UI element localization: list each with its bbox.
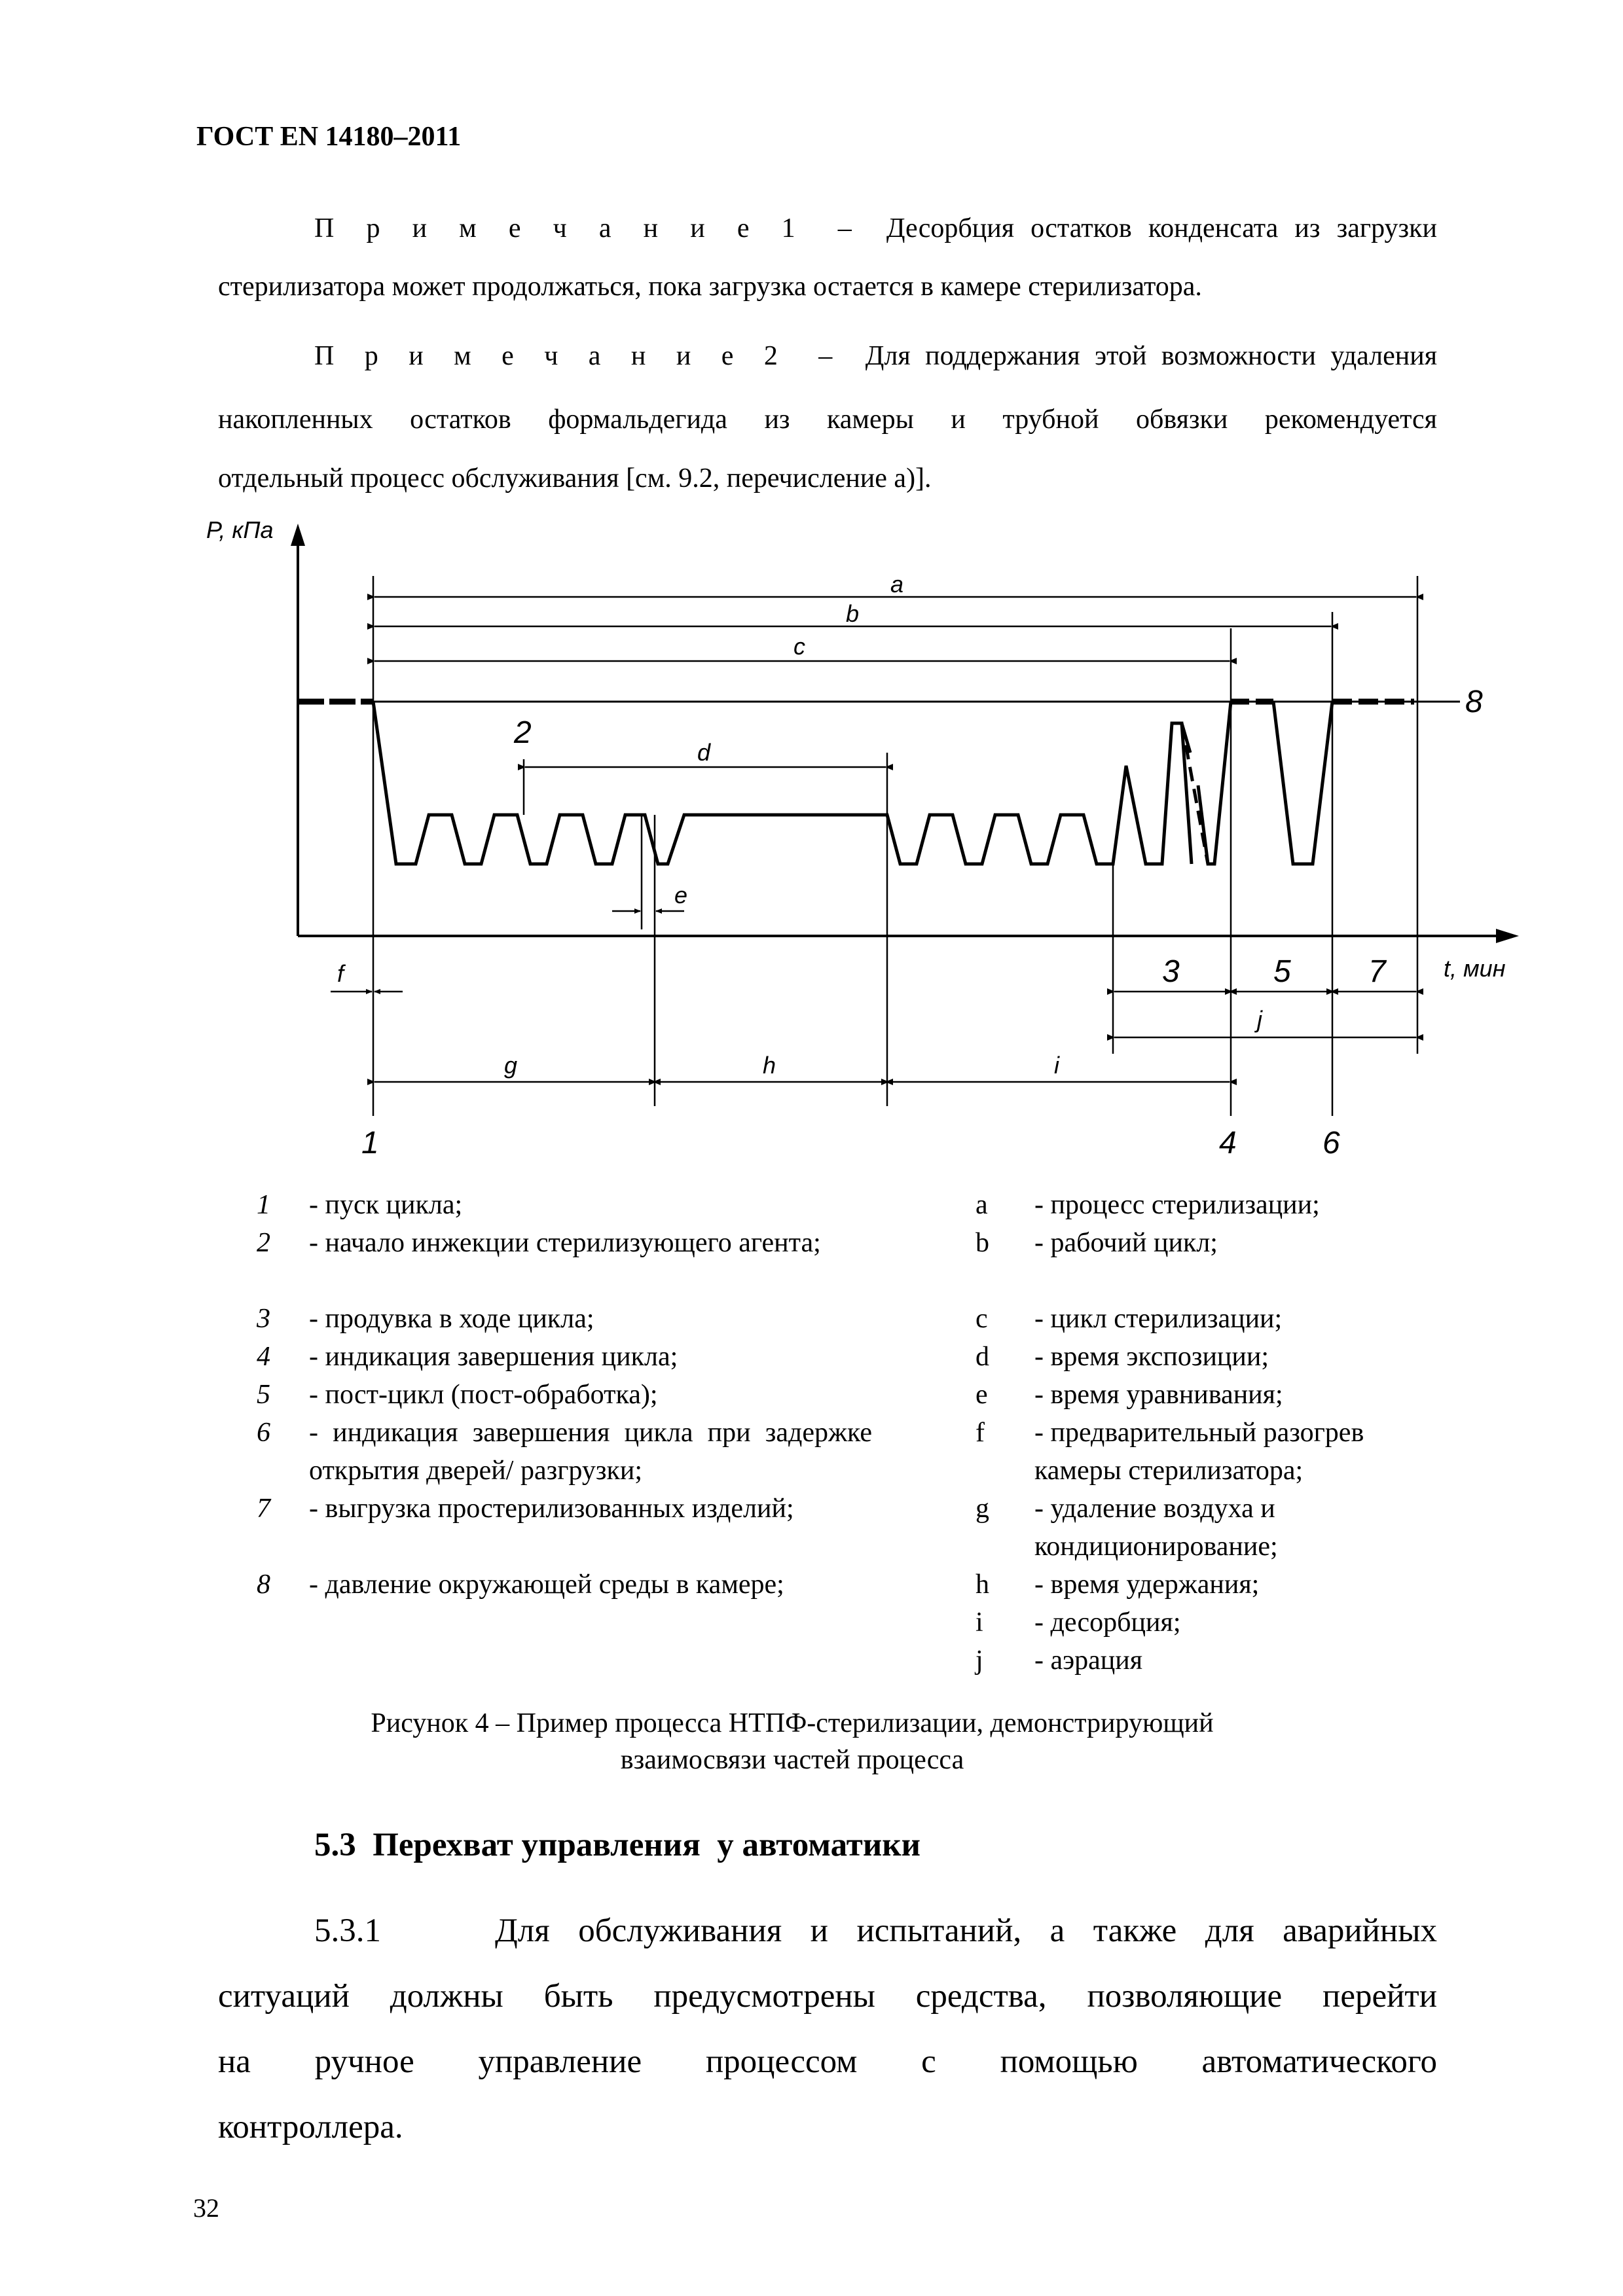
caption-line-1: Рисунок 4 – Пример процесса НТПФ-стерилизации, демонстрирующий [371, 1708, 1214, 1738]
note-1-dash: – [837, 213, 852, 243]
legend-num: 1 [257, 1190, 270, 1220]
label-f: f [337, 960, 344, 987]
legend-text: - время экспозиции; [1034, 1342, 1269, 1372]
note-2-line1: Для поддержания этой возможности удаления [865, 341, 1438, 371]
legend-text: - выгрузка простерилизованных изделий; [309, 1494, 794, 1524]
legend-key: a [976, 1190, 988, 1220]
legend-text: - процесс стерилизации; [1034, 1190, 1320, 1220]
label-b: b [846, 600, 860, 627]
legend-num: 2 [257, 1228, 270, 1258]
legend-text: - рабочий цикл; [1034, 1228, 1218, 1258]
legend-num: 6 [257, 1418, 270, 1448]
legend-num: 5 [257, 1380, 270, 1410]
note-2-line2: накопленных остатков формальдегида из камеры и трубной обвязки рекомендуется [218, 404, 1437, 435]
note-2-dash: – [818, 341, 833, 371]
section-line-2: ситуаций должны быть предусмотрены средства, позволяющие перейти [218, 1978, 1437, 2015]
label-i: i [1054, 1052, 1059, 1079]
label-g: g [504, 1052, 518, 1079]
legend-text: - аэрация [1034, 1645, 1143, 1676]
label-c: c [793, 633, 805, 660]
label-7: 7 [1368, 954, 1386, 989]
legend-key: g [976, 1494, 989, 1524]
legend-text: - продувка в ходе цикла; [309, 1304, 594, 1334]
legend-num: 3 [257, 1304, 270, 1334]
x-axis-label: t, мин [1444, 955, 1506, 982]
legend-text: - время удержания; [1034, 1570, 1260, 1600]
note-1-prefix: П р и м е ч а н и е 1 [314, 213, 803, 243]
section-line-1: 5.3.1 Для обслуживания и испытаний, а также для аварийных [314, 1912, 1437, 1949]
legend-text: - индикация завершения цикла; [309, 1342, 678, 1372]
legend-text: - индикация завершения цикла при задержке открытия дверей/ разгрузки; [309, 1418, 872, 1486]
legend-key: i [976, 1607, 983, 1638]
x-axis-arrow [1496, 929, 1519, 943]
legend-text: - давление окружающей среды в камере; [309, 1570, 784, 1600]
legend-key: d [976, 1342, 989, 1372]
legend-key: e [976, 1380, 988, 1410]
label-e: e [674, 882, 688, 908]
legend-text: - удаление воздуха и кондиционирование; [1034, 1494, 1278, 1562]
legend-text: - пуск цикла; [309, 1190, 463, 1220]
legend-key: h [976, 1570, 989, 1600]
label-d: d [697, 739, 711, 766]
y-axis-arrow [291, 524, 305, 546]
figure-caption [262, 1705, 1322, 1778]
page-number: 32 [193, 2193, 219, 2223]
label-2: 2 [514, 715, 532, 750]
caption-line-2: взаимосвязи частей процесса [620, 1745, 964, 1775]
legend-num: 4 [257, 1342, 270, 1372]
legend-text: - время уравнивания; [1034, 1380, 1283, 1410]
legend-num: 7 [257, 1494, 270, 1524]
label-4: 4 [1219, 1126, 1237, 1160]
legend-key: c [976, 1304, 988, 1334]
section-title: 5.3 Перехват управления у автоматики [314, 1827, 921, 1863]
legend-text: - предварительный разогрев камеры стерилизатора; [1034, 1418, 1364, 1486]
note-1-line1: Десорбция остатков конденсата из загрузки [886, 213, 1437, 243]
document-header: ГОСТ EN 14180–2011 [196, 122, 462, 152]
label-5: 5 [1273, 954, 1291, 989]
legend-key: j [976, 1645, 983, 1676]
legend-num: 8 [257, 1570, 270, 1600]
section-line-4: контроллера. [218, 2109, 403, 2145]
section-line-3: на ручное управление процессом с помощью автоматического [218, 2043, 1437, 2080]
label-3: 3 [1162, 954, 1180, 989]
section-text [218, 1898, 1437, 2160]
label-h: h [763, 1052, 776, 1079]
label-6: 6 [1322, 1126, 1340, 1160]
legend-key: b [976, 1228, 989, 1258]
label-a: a [890, 571, 904, 598]
label-j: j [1257, 1006, 1262, 1033]
ref-number-8: 8 [1465, 685, 1483, 719]
legend-text: - пост-цикл (пост-обработка); [309, 1380, 658, 1410]
legend-text: - начало инжекции стерилизующего агента; [309, 1228, 821, 1258]
note-2-line3: отдельный процесс обслуживания [см. 9.2, перечисление а)]. [218, 463, 932, 493]
note-2-prefix: П р и м е ч а н и е 2 [314, 341, 786, 371]
note-1-line2: стерилизатора может продолжаться, пока загрузка остается в камере стерилизатора. [218, 272, 1202, 302]
legend-key: f [976, 1418, 985, 1448]
y-axis-label: P, кПа [206, 516, 274, 543]
legend-text: - цикл стерилизации; [1034, 1304, 1283, 1334]
legend-text: - десорбция; [1034, 1607, 1181, 1638]
label-1: 1 [361, 1126, 379, 1160]
